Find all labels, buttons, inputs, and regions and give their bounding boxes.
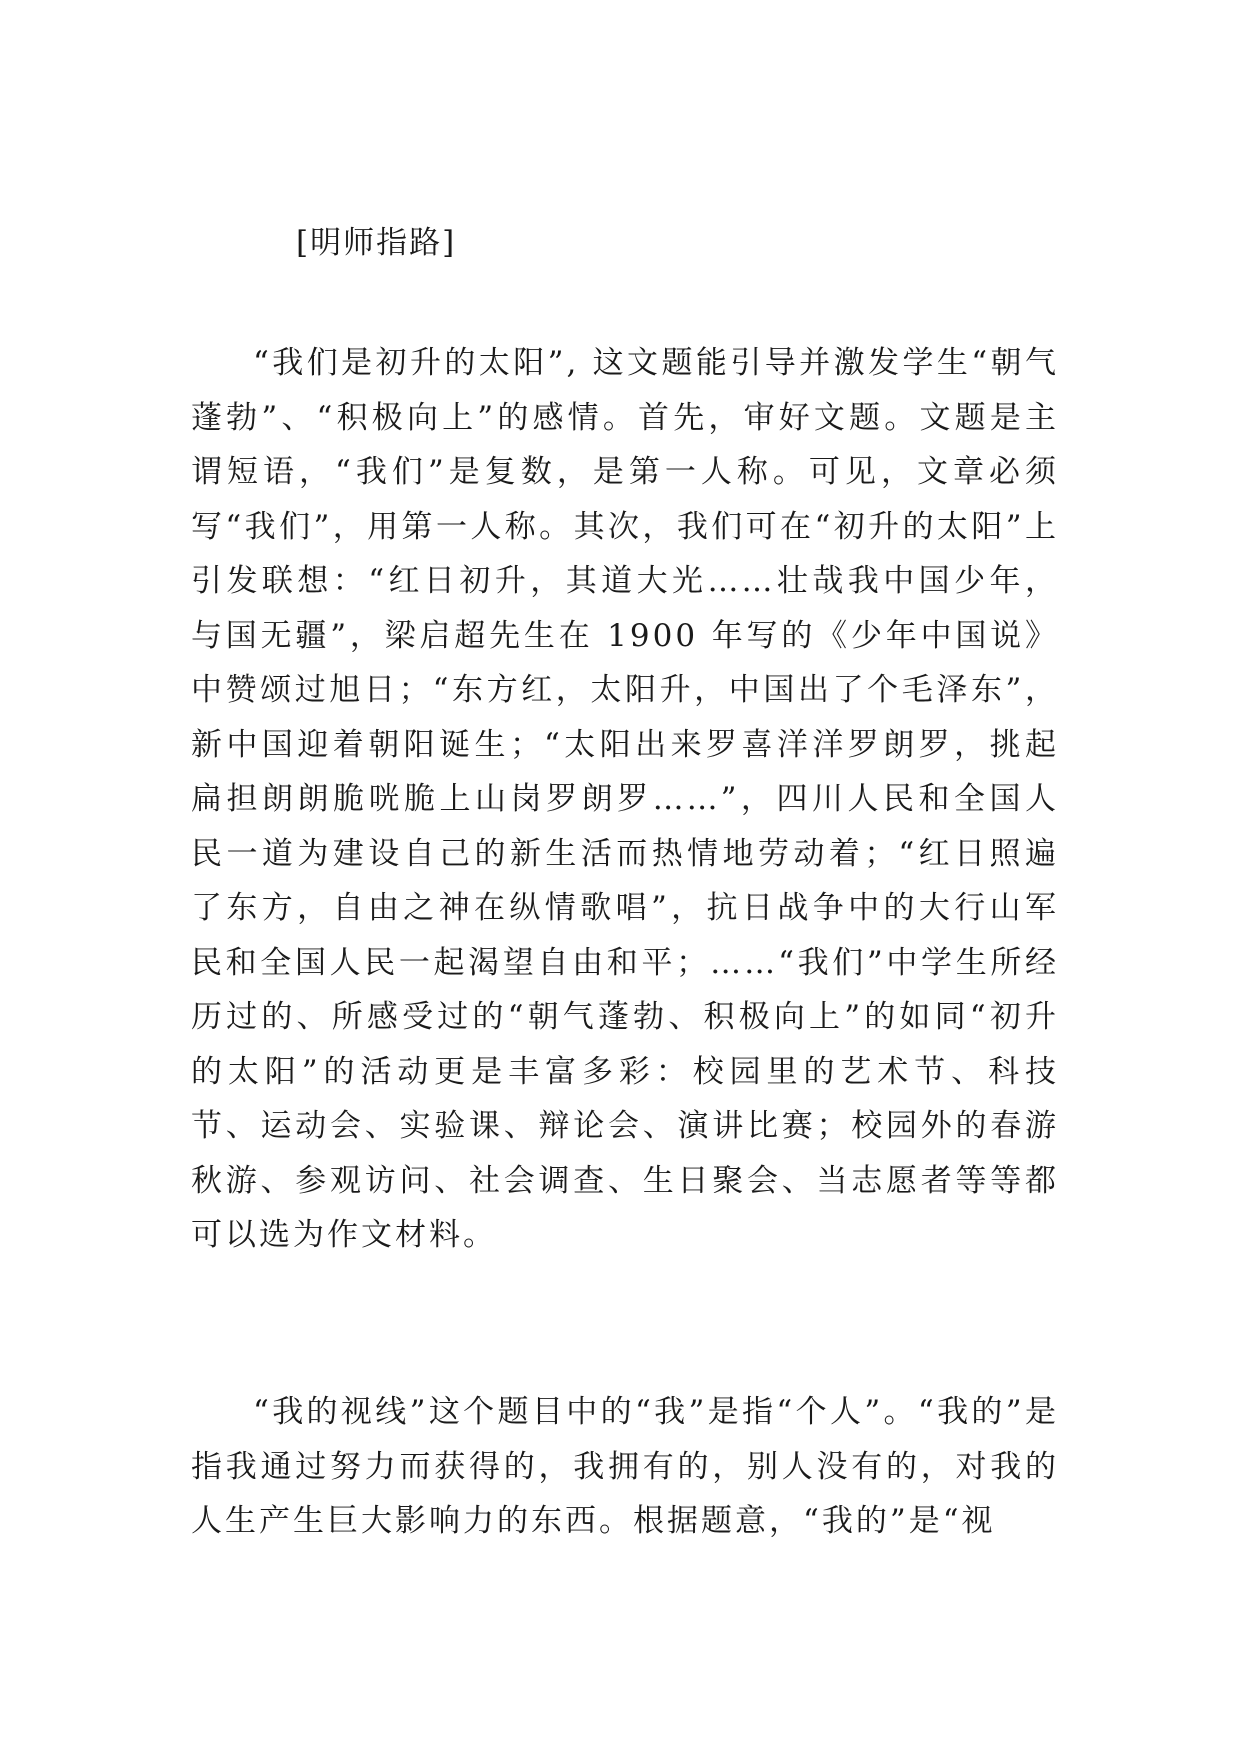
paragraph-guidance-2: “我的视线”这个题目中的“我”是指“个人”。“我的”是指我通过努力而获得的，我拥有的，别人没有的，对我的人生产生巨大影响力的东西。根据题意，“我的”是“视 [191, 1394, 1059, 1539]
section-heading: [明师指路] [296, 225, 457, 261]
paragraph-guidance-1: “我们是初升的太阳”, 这文题能引导并激发学生“朝气蓬勃”、“积极向上”的感情。首先，审好文题。文题是主谓短语，“我们”是复数，是第一人称。可见，文章必须写“我们”，用第一人称。其次，我们可在“初升的太阳”上引发联想：“红日初升，其道大光……壮哉我中国少年，与国无疆”，梁启超先生在 1900 年写的《少年中国说》中赞颂过旭日；“东方红，太阳升，中国出了个毛泽东”，新中国迎着朝阳诞生；“太阳出来罗喜洋洋罗朗罗，挑起扁担朗朗脆咣脆上山岗罗朗罗……”，四川人民和全国人民一道为建设自己的新生活而热情地劳动着；“红日照遍了东方，自由之神在纵情歌唱”，抗日战争中的大行山军民和全国人民一起渴望自由和平；……“我们”中学生所经历过的、所感受过的“朝气蓬勃、积极向上”的如同“初升的太阳”的活动更是丰富多彩：校园里的艺术节、科技节、运动会、实验课、辩论会、演讲比赛；校园外的春游秋游、参观访问、社会调查、生日聚会、当志愿者等等都可以选为作文材料。 [191, 345, 1059, 1253]
